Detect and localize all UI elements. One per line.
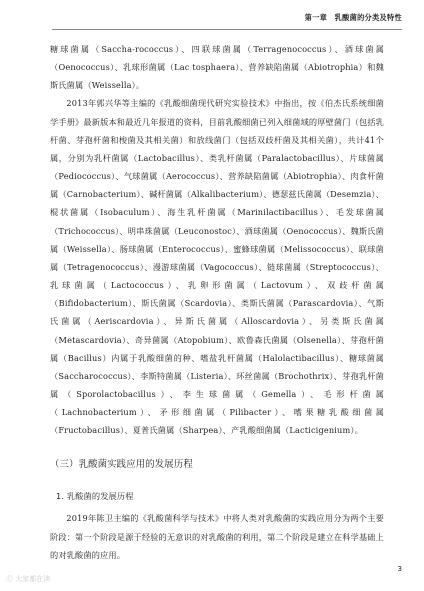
page-number: 3 bbox=[397, 565, 402, 573]
subsection-heading: 1. 乳酸菌的发展历程 bbox=[56, 491, 134, 502]
header-divider bbox=[52, 29, 402, 30]
paragraph-genus-list-continued: 糖球菌属（Saccha-rococcus）、四联球菌属（Terragenococcus）、酒球菌属（Oenococcus）、乳球形菌属（Lac tosphaera）、营养缺陷菌属（Abiotrophia）和魏斯氏菌属（Weissella）。 bbox=[50, 44, 384, 91]
page-body bbox=[50, 40, 384, 564]
running-header: 第一章 乳酸菌的分类及特性 bbox=[304, 13, 402, 22]
paragraph-development-history: 2019年陈卫主编的《乳酸菌科学与技术》中将人类对乳酸菌的实践应用分为两个主要阶段：第一个阶段是源于经验的无意识的对乳酸菌的利用，第二个阶段是建立在科学基础上的对乳酸菌的应用。 bbox=[50, 513, 384, 560]
watermark: Ⓒ 大家都在读 bbox=[6, 575, 51, 583]
paragraph-lab-genera-2013: 2013年郭兴华等主编的《乳酸细菌现代研究实验技术》中指出，按《伯杰氏系统细菌学手册》最新版本和最近几年报道的资料，目前乳酸细菌已列入细菌域的厚壁菌门（包括乳杆菌、芽孢杆菌和梭菌及其相关菌）和放线菌门（包括双歧杆菌及其相关菌），共计41个属，分别为乳杆菌属（Lactobacillus）、类乳杆菌属（Paralactobacillus）、片球菌属（Pediococcus）、气球菌属（Aerococcus）、营养缺陷菌属（Abiotrophia）、肉食杆菌属（Carnobacterium）、碱杆菌属（Alkalibacterium）、德瑟兹氏菌属（Desemzia）、棍状菌属（Isobaculum）、海生乳杆菌属（Marinilactibacillus）、毛发球菌属（Trichococcus）、明串珠菌属（Leuconostoc）、酒球菌属（Oenococcus）、魏斯氏菌属（Weissella）、肠球菌属（Enterococcus）、蜜蜂球菌属（Melissococcus）、联球菌属（Tetragenococcus）、漫游球菌属（Vagococcus）、链球菌属（Streptococcus）、乳球菌属（Lactococcus）、乳卵形菌属（Lactovum）、双歧杆菌属（Bifidobacterium）、斯氏菌属（Scardovia）、类斯氏菌属（Parascardovia）、气斯氏菌属（Aeriscardovia）、异斯氏菌属（Alloscardovia）、另类斯氏菌属（Metascardovia）、奇异菌属（Atopobium）、欧鲁森氏菌属（Olsenella）、芽孢杆菌属（Bacillus）内属于乳酸细菌的种、嗜盐乳杆菌属（Halolactibacillus）、糖球菌属（Saccharococcus）、李斯特菌属（Listeria）、环丝菌属（Brochothrix）、芽孢乳杆菌属（Sporolactobacillus）、李生球菌属（Gemella）、毛形杆菌属（Lachnobacterium）、矛形细菌属（Pilibacter）、嗜果糖乳酸细菌属（Fructobacillus）、夏普氏菌属（Sharpea）、产乳酸细菌属（Lacticigenium）。 bbox=[50, 98, 384, 436]
section-heading: （三）乳酸菌实践应用的发展历程 bbox=[50, 459, 193, 471]
